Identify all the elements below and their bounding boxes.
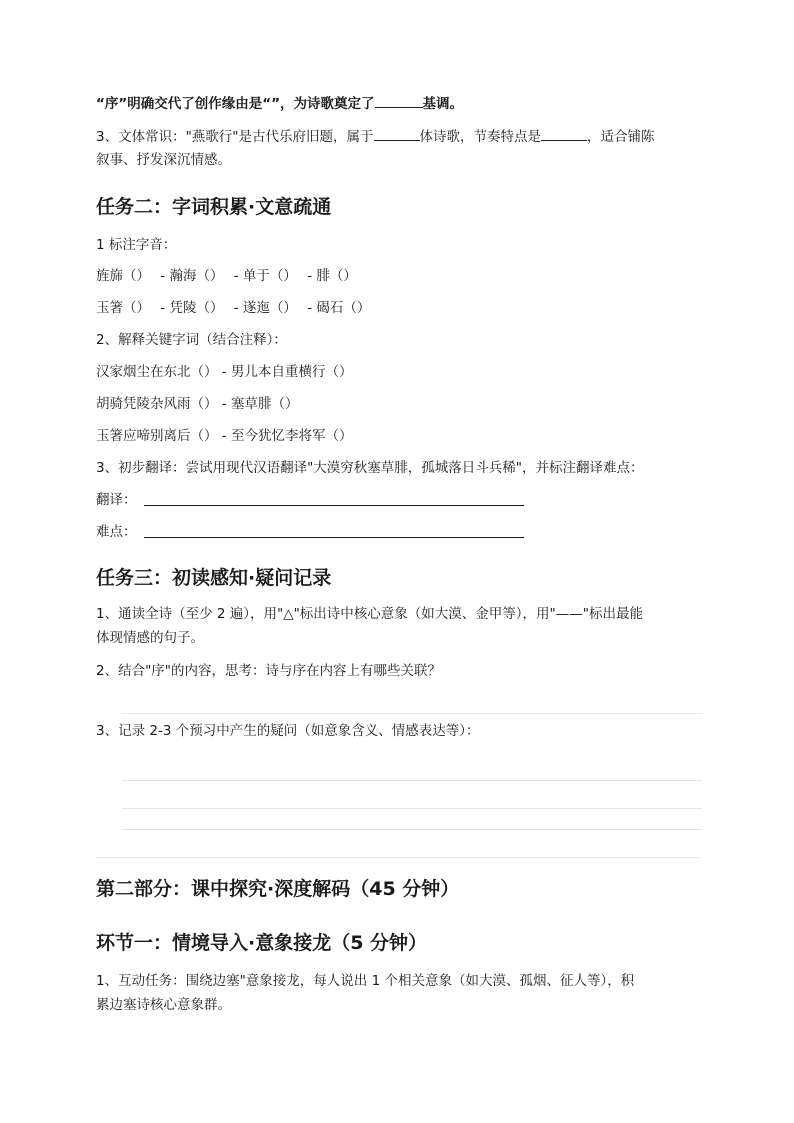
pronunciation-item[interactable]: - 遂迤（） [233, 300, 297, 316]
genre-question-line1 [96, 126, 655, 147]
preface-purpose-prefix: “序”明确交代了创作缘由是“”，为诗歌奠定了 [96, 96, 375, 112]
doubts-question: 3、记录 2-3 个预习中产生的疑问（如意象含义、情感表达等）： [96, 723, 480, 739]
section1-heading: 环节一：情境导入·意象接龙（5 分钟） [96, 932, 428, 954]
genre-question-part-b: 体诗歌，节奏特点是 [419, 129, 542, 145]
answer-line[interactable] [122, 780, 702, 781]
task3-heading: 任务三：初读感知·疑问记录 [96, 567, 332, 589]
vocab-row-1[interactable]: 汉家烟尘在东北（） - 男儿本自重横行（） [96, 364, 353, 380]
reading-task-line1: 1、通读全诗（至少 2 遍），用"△"标出诗中核心意象（如大漠、金甲等），用"——"标出最能 [96, 606, 643, 622]
preface-relation-question: 2、结合"序"的内容，思考：诗与序在内容上有哪些关联？ [96, 663, 442, 679]
genre-question-line2: 叙事、抒发深沉情感。 [96, 152, 231, 168]
pronunciation-row-2 [96, 298, 376, 318]
reading-task-line2: 体现情感的句子。 [96, 630, 204, 646]
preface-purpose-line [96, 93, 463, 114]
answer-line[interactable] [122, 808, 702, 809]
pronunciation-item[interactable]: - 瀚海（） [160, 268, 224, 284]
imagery-chain-task-line1: 1、互动任务：围绕边塞"意象接龙，每人说出 1 个相关意象（如大漠、孤烟、征人等），积 [96, 973, 635, 989]
vocab-label: 2、解释关键字词（结合注释）： [96, 332, 287, 348]
answer-line[interactable] [122, 829, 702, 830]
answer-line[interactable] [122, 713, 702, 714]
translation-question: 3、初步翻译：尝试用现代汉语翻译"大漠穷秋塞草腓，孤城落日斗兵稀"，并标注翻译难点： [96, 460, 644, 476]
pronunciation-item[interactable]: - 单于（） [233, 268, 297, 284]
section-divider [96, 857, 700, 858]
genre-question-part-c: ，适合铺陈 [587, 129, 655, 145]
pronunciation-item[interactable]: 旌旆（） [96, 268, 150, 284]
pronunciation-item[interactable]: - 凭陵（） [160, 300, 224, 316]
task2-heading: 任务二：字词积累·文意疏通 [96, 196, 332, 218]
rhythm-blank[interactable] [541, 126, 587, 141]
tone-blank[interactable] [375, 93, 423, 108]
difficulty-label: 难点： [96, 524, 137, 540]
translation-answer-line[interactable] [144, 505, 524, 506]
preface-purpose-suffix: 基调。 [422, 96, 463, 112]
pronunciation-item[interactable]: 玉箸（） [96, 300, 150, 316]
pronunciation-label: 1 标注字音： [96, 237, 177, 253]
pronunciation-item[interactable]: - 腓（） [307, 268, 357, 284]
difficulty-answer-line[interactable] [144, 537, 524, 538]
imagery-chain-task-line2: 累边塞诗核心意象群。 [96, 997, 231, 1013]
pronunciation-item[interactable]: - 碣石（） [307, 300, 371, 316]
vocab-row-3[interactable]: 玉箸应啼别离后（） - 至今犹忆李将军（） [96, 428, 353, 444]
part2-heading: 第二部分：课中探究·深度解码（45 分钟） [96, 878, 460, 900]
genre-question-part-a: 3、文体常识："燕歌行"是古代乐府旧题，属于 [96, 129, 374, 145]
pronunciation-row-1 [96, 266, 363, 286]
translation-label: 翻译： [96, 492, 137, 508]
vocab-row-2[interactable]: 胡骑凭陵杂风雨（） - 塞草腓（） [96, 396, 299, 412]
genre-blank[interactable] [374, 126, 420, 141]
